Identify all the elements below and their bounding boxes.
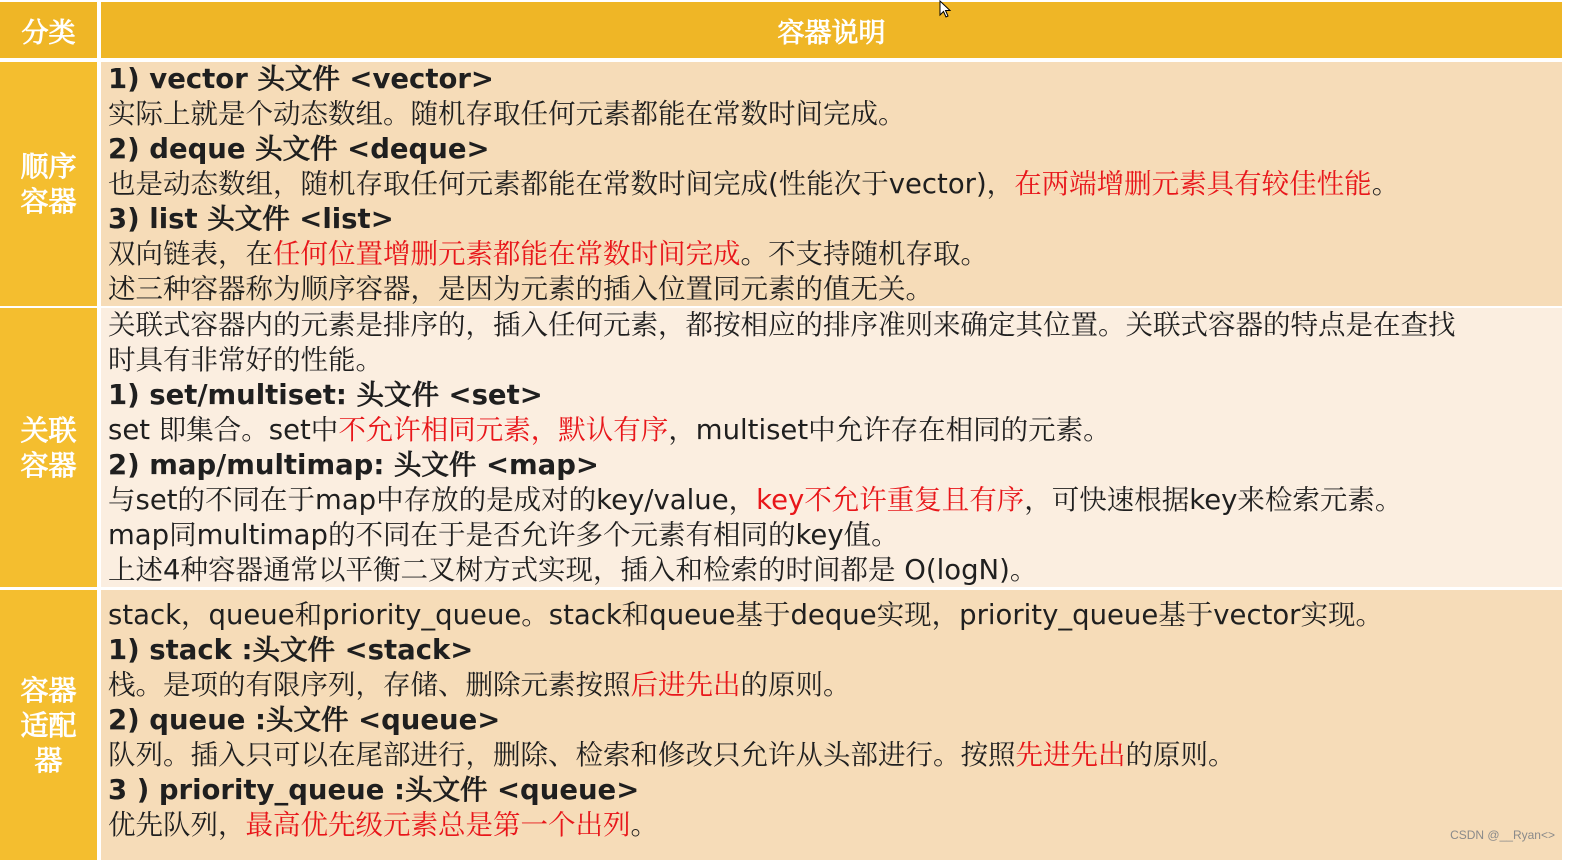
- description-line: [108, 413, 1562, 448]
- highlight-text: 先进先出: [1015, 739, 1126, 771]
- heading-text: 2) deque 头文件 <deque>: [108, 133, 490, 165]
- description-line: [108, 668, 1562, 703]
- body-text: 时具有非常好的性能。: [108, 344, 383, 376]
- header-category: 分类: [0, 2, 97, 58]
- body-text: 优先队列，: [108, 809, 246, 841]
- body-text: 。: [630, 809, 658, 841]
- heading-text: 3 ) priority_queue :头文件 <queue>: [108, 774, 640, 806]
- description-line: [108, 553, 1562, 587]
- description-line: [108, 738, 1562, 773]
- body-text: 也是动态数组，随机存取任何元素都能在常数时间完成(性能次于vector)，: [108, 168, 1015, 200]
- description-line: [108, 97, 1562, 132]
- body-text: 关联式容器内的元素是排序的，插入任何元素，都按相应的排序准则来确定其位置。关联式容器的特点是在查找: [108, 309, 1456, 341]
- body-text: 栈。是项的有限序列，存储、删除元素按照: [108, 669, 631, 701]
- body-text: 队列。插入只可以在尾部进行，删除、检索和修改只允许从头部进行。按照: [108, 739, 1016, 771]
- highlight-text: 不允许相同元素，默认有序: [338, 414, 669, 446]
- highlight-text: 最高优先级元素总是第一个出列: [245, 809, 631, 841]
- body-text: set 即集合。set中: [108, 414, 339, 446]
- description-line: [108, 633, 1562, 668]
- mouse-cursor-icon: [939, 0, 953, 18]
- body-text: 与set的不同在于map中存放的是成对的key/value，: [108, 484, 757, 516]
- category-label: 容器适配器: [20, 673, 77, 777]
- body-text: 双向链表，在: [108, 238, 273, 270]
- description-line: [108, 598, 1562, 633]
- highlight-text: 任何位置增删元素都能在常数时间完成: [273, 238, 741, 270]
- heading-text: 1) vector 头文件 <vector>: [108, 63, 494, 95]
- body-text: 的原则。: [1125, 739, 1236, 771]
- body-text: 。: [1371, 168, 1400, 200]
- body-text: stack，queue和priority_queue。stack和queue基于deque实现，priority_queue基于vector实现。: [108, 599, 1383, 631]
- description-line: [108, 308, 1562, 343]
- description-cell-associative: [101, 308, 1562, 587]
- highlight-text: 在两端增删元素具有较佳性能: [1014, 168, 1372, 200]
- description-cell-sequence: [101, 62, 1562, 306]
- description-line: [108, 343, 1562, 378]
- body-text: 的原则。: [740, 669, 851, 701]
- heading-text: 2) queue :头文件 <queue>: [108, 704, 501, 736]
- category-cell-adapter: [0, 590, 97, 860]
- watermark: CSDN @__Ryan<>: [1450, 828, 1555, 842]
- category-label: 顺序容器: [20, 150, 77, 218]
- description-line: [108, 167, 1562, 202]
- category-cell-associative: [0, 308, 97, 587]
- description-line: [108, 378, 1562, 413]
- highlight-text: 后进先出: [630, 669, 741, 701]
- description-line: [108, 518, 1562, 553]
- category-label: 关联容器: [20, 413, 77, 482]
- description-line: [108, 483, 1562, 518]
- description-cell-adapter: [101, 590, 1562, 860]
- body-text: 实际上就是个动态数组。随机存取任何元素都能在常数时间完成。: [108, 98, 906, 130]
- body-text: map同multimap的不同在于是否允许多个元素有相同的key值。: [108, 519, 899, 551]
- description-line: [108, 237, 1562, 272]
- body-text: 。不支持随机存取。: [740, 238, 988, 270]
- description-line: [108, 703, 1562, 738]
- body-text: 述三种容器称为顺序容器，是因为元素的插入位置同元素的值无关。: [108, 273, 933, 305]
- description-line: [108, 272, 1562, 306]
- heading-text: 2) map/multimap: 头文件 <map>: [108, 449, 599, 481]
- description-line: [108, 448, 1562, 483]
- description-line: [108, 132, 1562, 167]
- heading-text: 1) stack :头文件 <stack>: [108, 634, 474, 666]
- heading-text: 3) list 头文件 <list>: [108, 203, 394, 235]
- highlight-text: key不允许重复且有序: [756, 484, 1025, 516]
- heading-text: 1) set/multiset: 头文件 <set>: [108, 379, 543, 411]
- category-cell-sequence: [0, 62, 97, 306]
- body-text: ，multiset中允许存在相同的元素。: [668, 414, 1111, 446]
- description-line: [108, 808, 1562, 843]
- body-text: 上述4种容器通常以平衡二叉树方式实现，插入和检索的时间都是 O(logN)。: [108, 554, 1038, 586]
- header-description: 容器说明: [101, 2, 1562, 58]
- description-line: [108, 62, 1562, 97]
- body-text: ，可快速根据key来检索元素。: [1024, 484, 1403, 516]
- description-line: [108, 773, 1562, 808]
- description-line: [108, 202, 1562, 237]
